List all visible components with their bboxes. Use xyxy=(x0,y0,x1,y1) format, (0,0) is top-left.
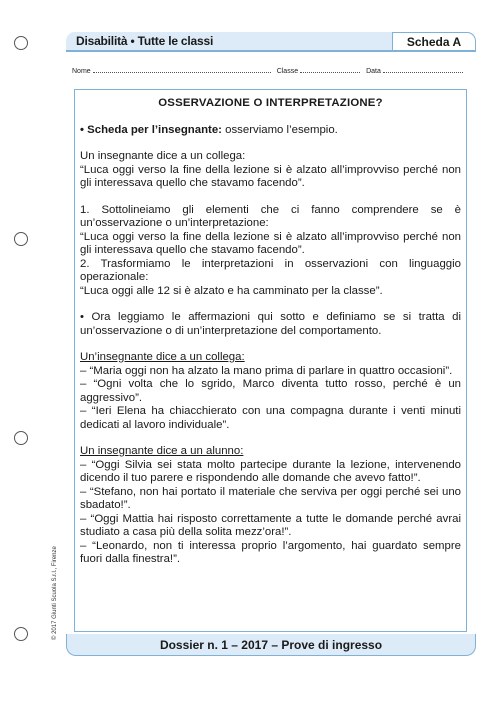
page-footer: Dossier n. 1 – 2017 – Prove di ingresso xyxy=(66,634,476,656)
name-field[interactable] xyxy=(93,66,271,73)
teacher-note-text: osserviamo l’esempio. xyxy=(221,123,338,136)
binder-hole-3 xyxy=(14,431,28,445)
step-1-quote: “Luca oggi verso la fine della lezione si è alzato all’improvviso perché non gli interessava quello che stavamo facendo”. xyxy=(80,230,461,256)
list-item: – “Ieri Elena ha chiacchierato con una compagna durante i venti minuti dedicati al lavoro individuale”. xyxy=(80,405,461,431)
example-intro: Un insegnante dice a un collega: xyxy=(80,150,246,162)
list-item: – “Ogni volta che lo sgrido, Marco diventa tutto rosso, perché è un aggressivo”. xyxy=(80,378,461,404)
copyright-notice: © 2017 Giunti Scuola S.r.l., Firenze xyxy=(52,546,58,640)
header-title: Disabilità • Tutte le classi xyxy=(66,32,392,50)
worksheet-title: OSSERVAZIONE O INTERPRETAZIONE? xyxy=(158,97,383,109)
list-item: – “Stefano, non hai portato il materiale che serviva per oggi perché sei uno sbadato!”. xyxy=(80,485,461,511)
page-header xyxy=(66,32,476,52)
binder-hole-2 xyxy=(14,232,28,246)
student-info-fields xyxy=(72,66,472,75)
teacher-note xyxy=(80,124,461,138)
example-quote: “Luca oggi verso la fine della lezione si è alzato all’improvviso perché non gli interessava quello che stavamo facendo”. xyxy=(80,163,461,189)
class-label: Classe xyxy=(276,68,299,75)
list-item: – “Oggi Silvia sei stata molto partecipe durante la lezione, intervenendo dicendo il tuo parere e rispondendo alle domande che avevo fatto!”. xyxy=(80,458,461,484)
date-field[interactable] xyxy=(383,66,463,73)
binder-hole-1 xyxy=(14,36,28,50)
name-label: Nome xyxy=(72,68,91,75)
list-item: – “Leonardo, non ti interessa proprio l’argomento, hai guardato sempre fuori dalla finestra!”. xyxy=(80,539,461,565)
step-2: 2. Trasformiamo le interpretazioni in osservazioni con linguaggio operazionale: xyxy=(80,257,461,283)
list-item: – “Oggi Mattia hai risposto correttamente a tutte le domande perché avrai studiato a casa più della solita mezz’ora!”. xyxy=(80,512,461,538)
class-field[interactable] xyxy=(300,66,360,73)
teacher-note-bold: • Scheda per l’insegnante: xyxy=(80,123,222,136)
section-2-heading: Un insegnante dice a un alunno: xyxy=(80,445,244,457)
instruction: • Ora leggiamo le affermazioni qui sotto e definiamo se si tratta di un’osservazione o di un’interpretazione del comportamento. xyxy=(80,311,461,337)
section-1-heading: Un’insegnante dice a un collega: xyxy=(80,351,245,363)
worksheet-content xyxy=(80,97,461,567)
list-item: – “Maria oggi non ha alzato la mano prima di parlare in quattro occasioni”. xyxy=(80,364,453,377)
date-label: Data xyxy=(366,68,381,75)
step-2-quote: “Luca oggi alle 12 si è alzato e ha camminato per la classe”. xyxy=(80,284,383,297)
binder-hole-4 xyxy=(14,627,28,641)
step-1: 1. Sottolineiamo gli elementi che ci fanno comprendere se è un’osservazione o un’interpretazione: xyxy=(80,203,461,229)
worksheet-label: Scheda A xyxy=(392,32,476,50)
